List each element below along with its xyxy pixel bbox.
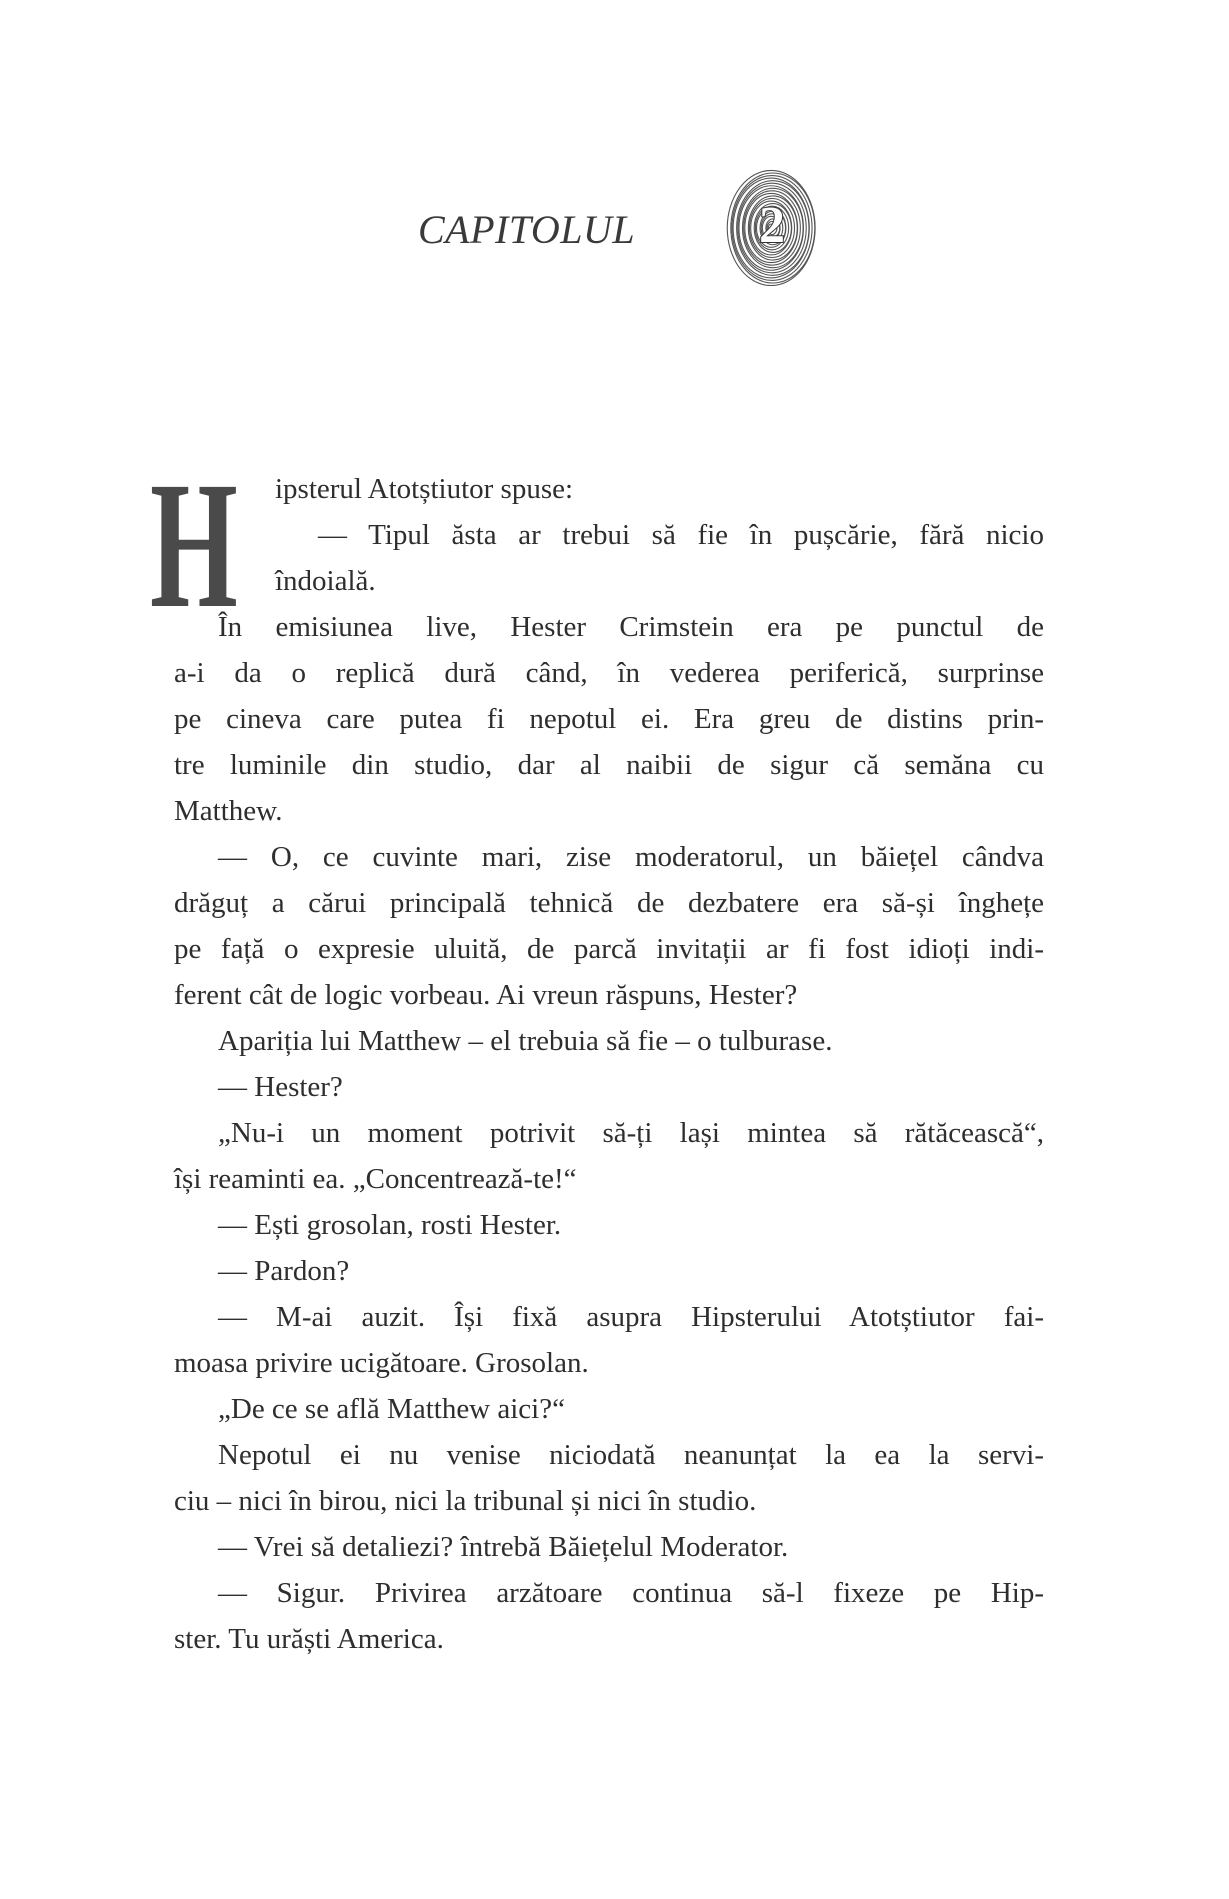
text-line: ster. Tu urăști America. xyxy=(174,1623,444,1655)
text-line: „De ce se află Matthew aici?“ xyxy=(218,1393,565,1425)
text-line: îndoială. xyxy=(275,565,376,597)
text-line: ipsterul Atotștiutor spuse: xyxy=(275,473,574,505)
text-line: pe față o expresie uluită, de parcă invitații ar fi fost idioți indi- xyxy=(174,933,1044,965)
text-line: își reaminti ea. „Concentrează-te!“ xyxy=(174,1163,577,1195)
text-line: moasa privire ucigătoare. Grosolan. xyxy=(174,1347,589,1379)
text-line: — M-ai auzit. Își fixă asupra Hipsterului Atotștiutor fai- xyxy=(218,1301,1044,1333)
drop-cap: H xyxy=(150,445,238,646)
text-line: ferent cât de logic vorbeau. Ai vreun răspuns, Hester? xyxy=(174,979,798,1011)
chapter-heading: CAPITOLUL xyxy=(418,207,636,252)
text-line: — Tipul ăsta ar trebui să fie în pușcărie, fără nicio xyxy=(318,519,1044,551)
text-line: — Vrei să detaliezi? întrebă Băiețelul Moderator. xyxy=(218,1531,789,1563)
text-line: — Hester? xyxy=(218,1071,343,1103)
text-line: Nepotul ei nu venise niciodată neanunțat la ea la servi- xyxy=(218,1439,1044,1471)
body-text xyxy=(174,466,1044,1662)
text-line: — Ești grosolan, rosti Hester. xyxy=(218,1209,562,1241)
text-line: „Nu-i un moment potrivit să-ți lași mintea să rătăcească“, xyxy=(218,1117,1044,1149)
text-line: Apariția lui Matthew – el trebuia să fie – o tulburase. xyxy=(218,1025,833,1057)
text-line: drăguț a cărui principală tehnică de dezbatere era să-și înghețe xyxy=(174,887,1044,919)
text-line: — Pardon? xyxy=(218,1255,350,1287)
text-line: tre luminile din studio, dar al naibii de sigur că semăna cu xyxy=(174,749,1044,781)
text-line: Matthew. xyxy=(174,795,283,827)
fingerprint-chapter-number-icon xyxy=(726,166,818,286)
text-line: pe cineva care putea fi nepotul ei. Era greu de distins prin- xyxy=(174,703,1044,735)
chapter-number: 2 xyxy=(759,197,785,254)
text-line: ciu – nici în birou, nici la tribunal și nici în studio. xyxy=(174,1485,757,1517)
text-line: — Sigur. Privirea arzătoare continua să-l fixeze pe Hip- xyxy=(218,1577,1044,1609)
text-line: În emisiunea live, Hester Crimstein era pe punctul de xyxy=(218,611,1044,643)
text-line: a-i da o replică dură când, în vederea periferică, surprinse xyxy=(174,657,1044,689)
text-line: — O, ce cuvinte mari, zise moderatorul, un băiețel cândva xyxy=(218,841,1044,873)
